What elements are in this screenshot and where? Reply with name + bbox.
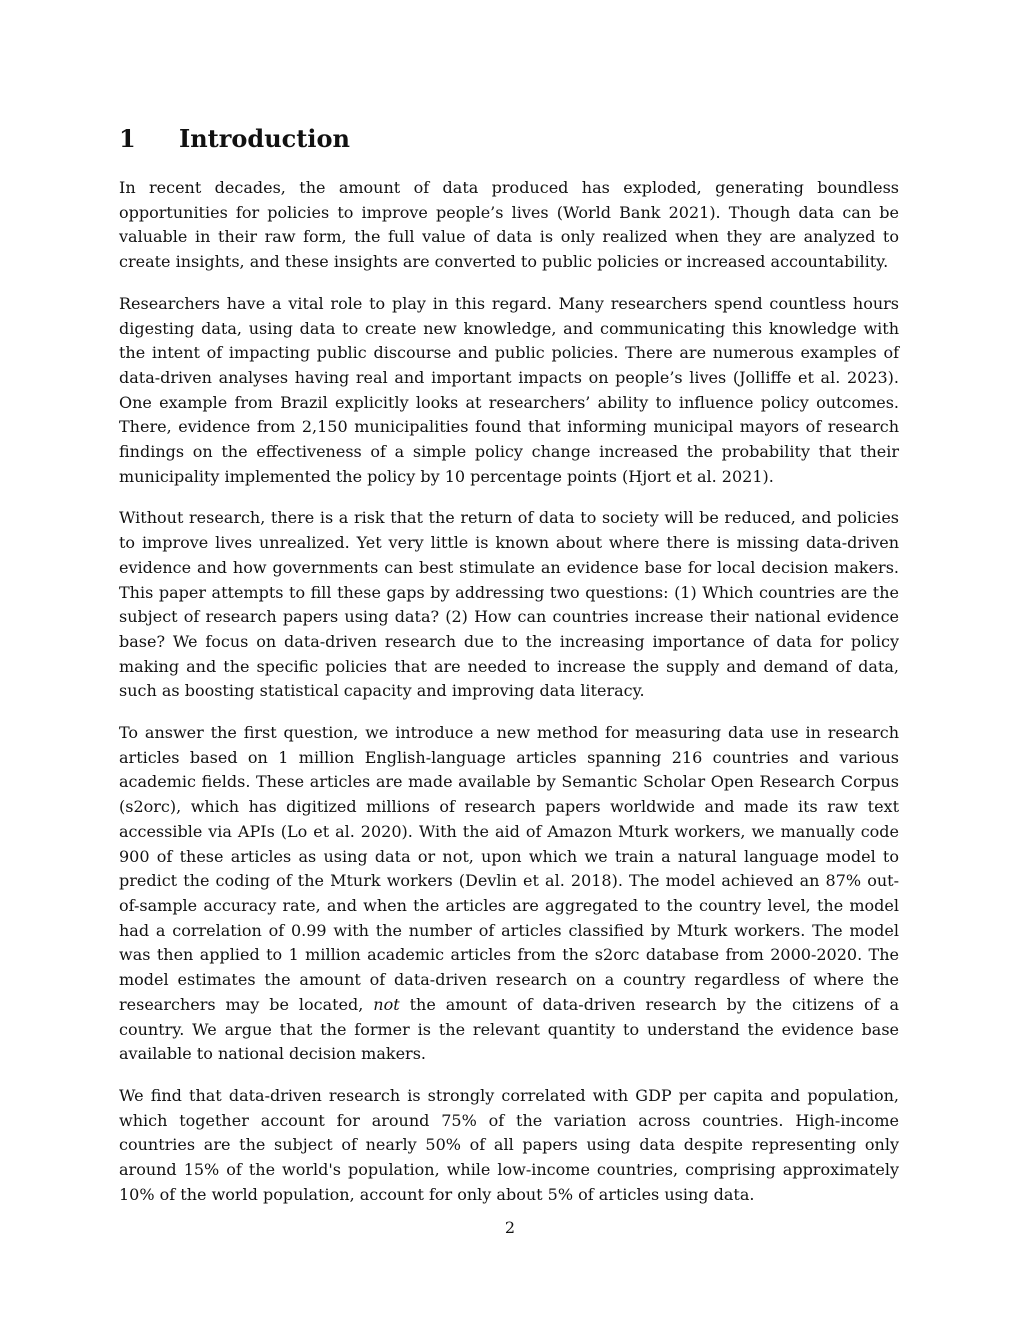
paragraph-4-text-after: the amount of data-driven research by the citizens of a country. We argue that the former is the relevant quantity to understand the evidence base available to national decision makers. [119,994,899,1064]
page-body [119,124,899,1224]
section-number: 1 [119,124,136,153]
paragraph-5: We find that data-driven research is strongly correlated with GDP per capita and population, which together account for around 75% of the variation across countries. High-income countries are the subject of nearly 50% of all papers using data despite representing only around 15% of the world's population, while low-income countries, comprising approximately 10% of the world population, account for only about 5% of articles using data. [119,1085,899,1204]
section-heading [119,124,899,154]
paragraph-2: Researchers have a vital role to play in this regard. Many researchers spend countless hours digesting data, using data to create new knowledge, and communicating this knowledge with the intent of impacting public discourse and public policies. There are numerous examples of data-driven analyses having real and important impacts on people’s lives (Jolliffe et al. 2023). One example from Brazil explicitly looks at researchers’ ability to influence policy outcomes. There, evidence from 2,150 municipalities found that informing municipal mayors of research findings on the effectiveness of a simple policy change increased the probability that their municipality implemented the policy by 10 percentage points (Hjort et al. 2021). [119,293,899,486]
paragraph-4-text-before: To answer the first question, we introduce a new method for measuring data use in research articles based on 1 million English-language articles spanning 216 countries and various academic fields. These articles are made available by Semantic Scholar Open Research Corpus (s2orc), which has digitized millions of research papers worldwide and made its raw text accessible via APIs (Lo et al. 2020). With the aid of Amazon Mturk workers, we manually code 900 of these articles as using data or not, upon which we train a natural language model to predict the coding of the Mturk workers (Devlin et al. 2018). The model achieved an 87% out-of-sample accuracy rate, and when the articles are aggregated to the country level, the model had a correlation of 0.99 with the number of articles classified by Mturk workers. The model was then applied to 1 million academic articles from the s2orc database from 2000-2020. The model estimates the amount of data-driven research on a country regardless of where the researchers may be located, [119,723,899,1014]
paragraph-4-emphasis: not [373,994,400,1014]
page-number: 2 [504,1218,516,1237]
paragraph-1: In recent decades, the amount of data produced has exploded, generating boundless opportunities for policies to improve people’s lives (World Bank 2021). Though data can be valuable in their raw form, the full value of data is only realized when they are analyzed to create insights, and these insights are converted to public policies or increased accountability. [119,178,899,272]
paragraph-3: Without research, there is a risk that the return of data to society will be reduced, and policies to improve lives unrealized. Yet very little is known about where there is missing data-driven evidence and how governments can best stimulate an evidence base for local decision makers. This paper attempts to fill these gaps by addressing two questions: (1) Which countries are the subject of research papers using data? (2) How can countries increase their national evidence base? We focus on data-driven research due to the increasing importance of data for policy making and the specific policies that are needed to increase the supply and demand of data, such as boosting statistical capacity and improving data literacy. [119,508,899,701]
section-title: Introduction [179,124,350,153]
paragraph-4 [119,721,899,1067]
